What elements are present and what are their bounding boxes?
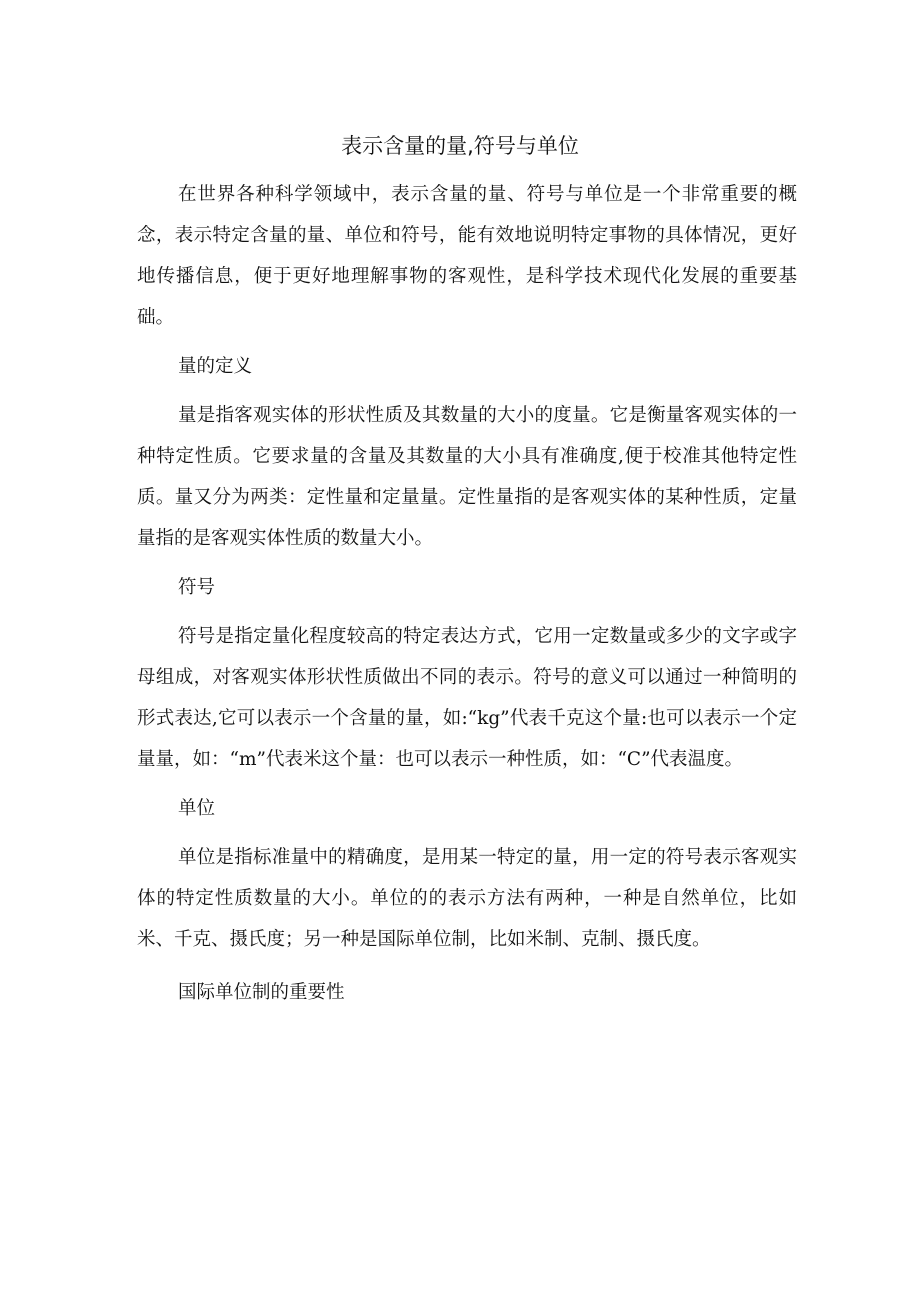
document-body: [137, 174, 797, 1021]
section-heading-si-importance: 国际单位制的重要性: [178, 982, 345, 1003]
section-paragraph-quantity-definition: 量是指客观实体的形状性质及其数量的大小的度量。它是衡量客观实体的一种特定性质。它要求量的含量及其数量的大小具有准确度,便于校准其他特定性质。量又分为两类：定性量和定量量。定性量指的是客观实体的某种性质，定量量指的是客观实体性质的数量大小。: [137, 405, 797, 549]
section-paragraph-symbol: 符号是指定量化程度较高的特定表达方式，它用一定数量或多少的文字或字母组成，对客观实体形状性质做出不同的表示。符号的意义可以通过一种简明的形式表达,它可以表示一个含量的量，如:“kg”代表千克这个量:也可以表示一个定量量，如：“m”代表米这个量：也可以表示一种性质，如：“C”代表温度。: [137, 626, 797, 770]
section-paragraph-unit: 单位是指标准量中的精确度，是用某一特定的量，用一定的符号表示客观实体的特定性质数量的大小。单位的的表示方法有两种，一种是自然单位，比如米、千克、摄氏度；另一种是国际单位制，比如米制、克制、摄氏度。: [137, 847, 797, 950]
document-title: 表示含量的量,符号与单位: [341, 134, 579, 159]
section-heading-unit: 单位: [178, 798, 216, 819]
intro-paragraph: 在世界各种科学领域中，表示含量的量、符号与单位是一个非常重要的概念，表示特定含量的量、单位和符号，能有效地说明特定事物的具体情况，更好地传播信息，便于更好地理解事物的客观性，是科学技术现代化发展的重要基础。: [137, 184, 797, 328]
section-heading-symbol: 符号: [178, 577, 216, 598]
section-heading-quantity-definition: 量的定义: [178, 356, 253, 377]
